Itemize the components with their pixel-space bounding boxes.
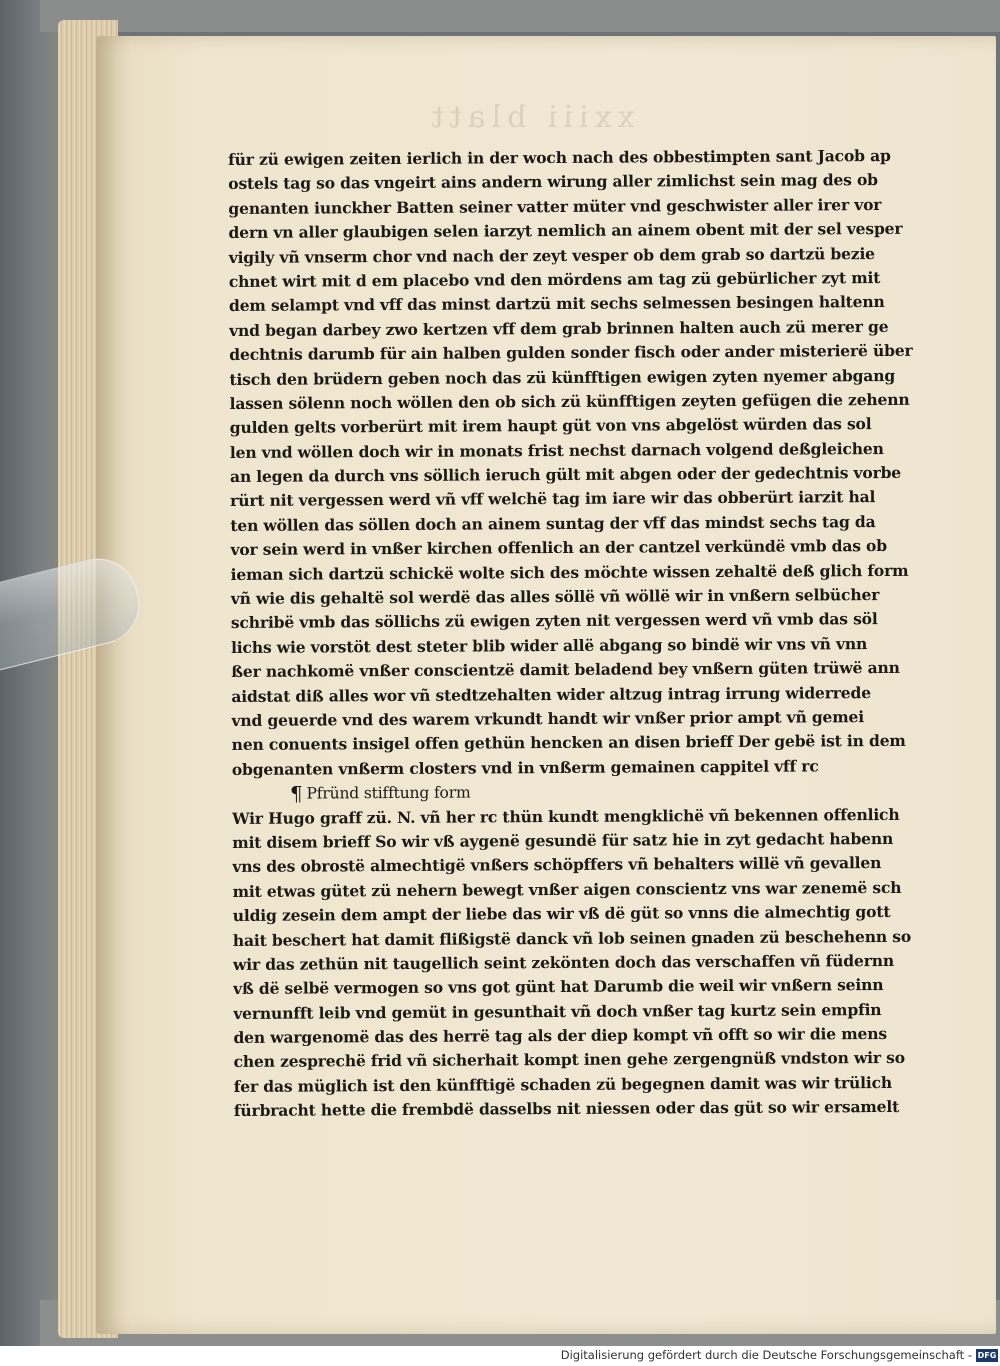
- text-line: rürt nit vergessen werd vñ vff welchë tag im iare wir das obberürt iarzit hal: [230, 487, 876, 511]
- text-line: lassen sölenn noch wöllen den ob sich zü künfftigen zeyten gefügen die zehenn: [229, 389, 910, 413]
- dfg-logo: DFG: [977, 1351, 997, 1360]
- text-line: dem selampt vnd vff das minst dartzü mit sechs selmessen besingen haltenn: [228, 292, 885, 316]
- text-line: vnd geuerde vnd des warem vrkundt handt wir vnßer prior ampt vñ gemei: [231, 707, 865, 730]
- text-line: lichs wie vorstöt dest steter blib wider allë abgang so bindë wir vns vñ vnn: [230, 633, 868, 657]
- text-line: obgenanten vnßerm closters vnd in vnßerm gemainen cappitel vff rc: [231, 756, 819, 779]
- book-cover-top: [40, 0, 1000, 32]
- text-line: vns des obrostë almechtigë vnßers schöpffers vñ behalters willë vñ gevallen: [232, 853, 882, 877]
- text-line: len vnd wöllen doch wir in monats frist nechst darnach volgend deßgleichen: [229, 438, 884, 462]
- text-line: ieman sich dartzü schickë wolte sich des möchte wissen zehaltë deß glich form: [230, 560, 909, 584]
- text-line: chen zesprechë frid vñ sicherhait kompt inen gehe zergengnüß vndston wir so: [233, 1048, 905, 1072]
- text-line: mit disem brieff So wir vß aygenë gesundë für satz hie in zyt gedacht habenn: [232, 828, 894, 852]
- text-line: uldig zesein dem ampt der liebe das wir vß dë güt so vnns die almechtig gott: [232, 902, 891, 926]
- text-line: ostels tag so das vngeirt ains andern wirung aller zimlichst sein mag des ob: [228, 170, 878, 194]
- text-line: vß dë selbë vermogen so vns got günt hat Darumb die weil wir vnßern seinn: [233, 975, 884, 999]
- text-line: fer das müglich ist den künfftigë schaden zü begegnen damit was wir trülich: [233, 1072, 893, 1096]
- text-line: für zü ewigen zeiten ierlich in der woch nach des obbestimpten sant Jacob ap: [228, 145, 891, 169]
- text-line: vnd began darbey zwo kertzen vff dem grab brinnen halten auch zü merer ge: [229, 316, 889, 340]
- text-line: nen conuents insigel offen gethün hencken an disen brieff Der gebë ist in dem: [231, 731, 906, 755]
- running-head-bleedthrough: xxiii blatt: [425, 100, 635, 135]
- text-lines-before-heading: [228, 144, 922, 782]
- text-line: gulden gelts vorberürt mit irem haupt güt von vns abgelöst würden das sol: [229, 414, 872, 438]
- text-line: vigily vñ vnserm chor vnd nach der zeyt vesper ob dem grab so dartzü bezie: [228, 243, 875, 267]
- text-line: an legen da durch vns söllich ieruch gült mit abgen oder der gedechtnis vorbe: [229, 462, 902, 487]
- text-line: dechtnis darumb für ain halben gulden sonder fisch oder ander misterierë über: [229, 340, 913, 365]
- text-line: ßer nachkomë vnßer conscientzë damit beladend bey vnßern güten trüwë ann: [231, 658, 900, 682]
- text-line: tisch den brüdern geben noch das zü künfftigen ewigen zyten nyemer abgang: [229, 365, 896, 389]
- text-line: Wir Hugo graff zü. N. vñ her rc thün kundt mengklichë vñ bekennen offenlich: [232, 804, 900, 828]
- text-line: hait beschert hat damit flißigstë danck vñ lob seinen gnaden zü beschehenn so: [232, 926, 912, 950]
- text-line: fürbracht hette die frembdë dasselbs nit niessen oder das güt so wir ersamelt: [233, 1097, 900, 1121]
- text-line: schribë vmb das söllichs zü ewigen zyten nit vergessen werd vñ vmb das söl: [230, 609, 878, 633]
- text-line: chnet wirt mit d em placebo vnd den mördens am tag zü gebürlicher zyt mit: [228, 267, 881, 291]
- footer-bar: [0, 1346, 1000, 1366]
- text-line: wir das zethün nit taugellich seint zekönten doch das verschaffen vñ füdernn: [232, 950, 895, 974]
- footer-credit-text: Digitalisierung gefördert durch die Deutsche Forschungsgemeinschaft -: [560, 1348, 972, 1362]
- text-lines-after-heading: [232, 802, 924, 1123]
- text-line: mit etwas gütet zü nehern bewegt vnßer aigen conscientz vns war zenemë sch: [232, 877, 902, 901]
- text-line: dern vn aller glaubigen selen iarzyt nemlich an ainem obent mit der sel vesper: [228, 219, 903, 243]
- text-line: ten wöllen das söllen doch an ainem suntag der vff das mindst sechs tag da: [230, 511, 876, 535]
- text-line: vñ wie dis gehaltë sol werdë das alles söllë vñ wöllë wir in vnßern selbücher: [230, 585, 880, 609]
- text-line: vor sein werd in vnßer kirchen offenlich an der cantzel verkündë vmb das ob: [230, 536, 887, 560]
- pilcrow-icon: ¶: [289, 781, 303, 806]
- text-block: [228, 144, 924, 1124]
- text-line: den wargenomë das des herrë tag als der diep kompt vñ offt so wir die mens: [233, 1024, 887, 1048]
- text-line: aidstat diß alles wor vñ stedtzehalten wider altzug intrag irrung widerrede: [231, 682, 871, 706]
- text-line: vernunfft leib vnd gemüt in gesunthait vñ doch vnßer tag kurtz sein empfin: [233, 999, 882, 1023]
- section-heading-text: Pfründ stifftung form: [306, 783, 471, 803]
- text-line: genanten iunckher Batten seiner vatter müter vnd geschwister aller irer vor: [228, 194, 882, 218]
